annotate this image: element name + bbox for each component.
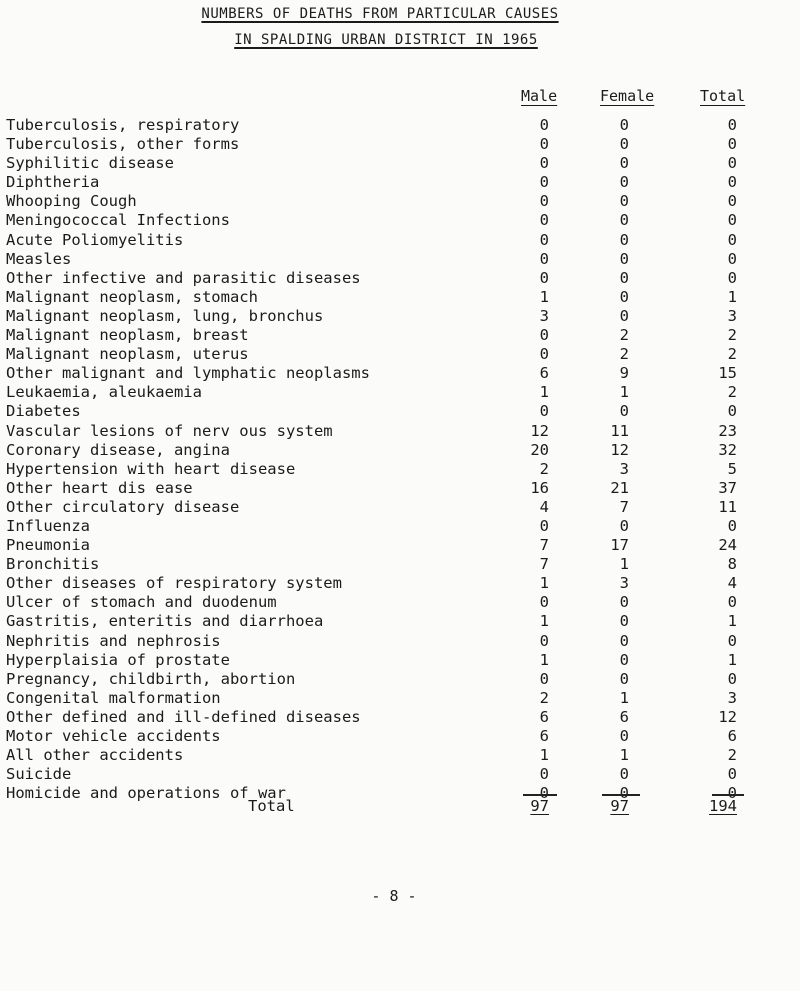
total-count: 1 [727,287,737,306]
table-row [0,154,800,173]
table-row [0,307,800,326]
female-count: 0 [619,631,629,650]
table-row [0,479,800,498]
column-header-total: Total [700,87,746,105]
table-row [0,689,800,708]
female-count: 0 [619,249,629,268]
male-count: 0 [539,268,549,287]
cause-label: Hypertension with heart disease [6,459,296,478]
table-row [0,708,800,727]
total-count: 12 [718,707,737,726]
female-sum-rule [602,794,640,796]
female-count: 2 [619,326,629,345]
page-subtitle: IN SPALDING URBAN DISTRICT IN 1965 [234,32,538,48]
female-count: 0 [619,306,629,325]
male-count: 1 [539,574,549,593]
female-count: 0 [619,287,629,306]
male-count: 0 [539,631,549,650]
cause-label: Influenza [6,516,90,535]
total-count: 0 [727,154,737,173]
table-row [0,422,800,441]
cause-label: Motor vehicle accidents [6,727,221,745]
male-count: 1 [539,612,549,631]
male-count: 2 [539,459,549,478]
male-count: 6 [539,364,549,383]
male-count: 1 [539,287,549,306]
female-count: 0 [619,516,629,535]
female-count: 0 [619,154,629,173]
table-row [0,173,800,192]
total-sum-rule [712,794,744,796]
female-count: 0 [619,765,629,784]
total-count: 0 [727,230,737,249]
male-count: 2 [539,688,549,707]
female-count: 1 [619,688,629,707]
male-count: 0 [539,154,549,173]
total-count: 2 [727,326,737,345]
female-count: 17 [610,536,629,555]
female-count: 21 [610,478,629,497]
total-count: 1 [727,612,737,631]
table-row [0,517,800,536]
female-count: 0 [619,116,629,134]
cause-label: Other infective and parasitic diseases [6,268,361,287]
total-count: 2 [727,383,737,402]
cause-label: Congenital malformation [6,688,221,707]
cause-label: Hyperplaisia of prostate [6,650,230,669]
total-count: 3 [727,688,737,707]
cause-label: Malignant neoplasm, breast [6,326,249,345]
female-count: 0 [619,402,629,421]
cause-label: Malignant neoplasm, stomach [6,287,258,306]
total-count: 3 [727,306,737,325]
cause-label: Other circulatory disease [6,497,240,516]
table-row [0,345,800,364]
cause-label: All other accidents [6,746,184,765]
cause-label: Malignant neoplasm, uterus [6,345,249,364]
male-count: 1 [539,650,549,669]
column-header-female: Female [600,87,655,105]
table-row [0,593,800,612]
total-count: 0 [727,516,737,535]
female-count: 0 [619,650,629,669]
male-count: 4 [539,497,549,516]
male-count: 0 [539,593,549,612]
total-count: 2 [727,345,737,364]
total-count: 0 [727,402,737,421]
total-count: 0 [727,116,737,134]
female-count: 2 [619,345,629,364]
cause-label: Other diseases of respiratory system [6,574,342,593]
female-count: 0 [619,211,629,230]
table-row [0,250,800,269]
total-count: 0 [727,593,737,612]
table-row [0,651,800,670]
totals-male: 97 [530,797,549,815]
cause-label: Suicide [6,765,72,784]
table-row [0,727,800,746]
cause-label: Homicide and operations of war [6,784,286,803]
total-count: 32 [718,440,737,459]
female-count: 0 [619,192,629,211]
female-count: 0 [619,727,629,745]
male-count: 7 [539,555,549,574]
table-row [0,632,800,651]
female-count: 0 [619,669,629,688]
table-row [0,498,800,517]
cause-label: Acute Poliomyelitis [6,230,184,249]
female-count: 0 [619,612,629,631]
cause-label: Whooping Cough [6,192,137,211]
male-sum-rule [523,794,557,796]
cause-label: Pregnancy, childbirth, abortion [6,669,296,688]
total-count: 0 [727,669,737,688]
male-count: 0 [539,192,549,211]
female-count: 1 [619,383,629,402]
cause-label: Malignant neoplasm, lung, bronchus [6,306,324,325]
male-count: 1 [539,746,549,765]
total-count: 2 [727,746,737,765]
total-count: 11 [718,497,737,516]
female-count: 1 [619,746,629,765]
female-count: 12 [610,440,629,459]
male-count: 0 [539,326,549,345]
male-count: 16 [530,478,549,497]
total-count: 0 [727,765,737,784]
total-count: 0 [727,631,737,650]
cause-label: Measles [6,249,72,268]
cause-label: Tuberculosis, other forms [6,135,240,154]
table-row [0,326,800,345]
table-row [0,765,800,784]
male-count: 6 [539,707,549,726]
total-count: 0 [727,192,737,211]
cause-label: Leukaemia, aleukaemia [6,383,202,402]
table-row [0,402,800,421]
total-count: 1 [727,650,737,669]
female-count: 0 [619,173,629,192]
table-row [0,536,800,555]
female-count: 0 [619,135,629,154]
female-count: 0 [619,593,629,612]
female-count: 0 [619,230,629,249]
female-count: 1 [619,555,629,574]
total-count: 0 [727,135,737,154]
cause-label: Other malignant and lymphatic neoplasms [6,364,370,383]
cause-label: Meningococcal Infections [6,211,230,230]
table-row [0,574,800,593]
male-count: 0 [539,345,549,364]
cause-label: Diphtheria [6,173,100,192]
cause-label: Diabetes [6,402,81,421]
male-count: 0 [539,116,549,134]
totals-label: Total [248,797,295,815]
male-count: 3 [539,306,549,325]
total-count: 15 [718,364,737,383]
table-row [0,288,800,307]
table-row [0,269,800,288]
total-count: 0 [727,249,737,268]
female-count: 7 [619,497,629,516]
female-count: 3 [619,574,629,593]
cause-label: Bronchitis [6,555,100,574]
male-count: 7 [539,536,549,555]
table-row [0,192,800,211]
cause-label: Gastritis, enteritis and diarrhoea [6,612,324,631]
table-row [0,784,800,803]
cause-label: Syphilitic disease [6,154,174,173]
cause-label: Ulcer of stomach and duodenum [6,593,277,612]
page-title: NUMBERS OF DEATHS FROM PARTICULAR CAUSES [201,6,559,22]
male-count: 0 [539,173,549,192]
female-count: 9 [619,364,629,383]
male-count: 6 [539,727,549,745]
table-row [0,612,800,631]
table-row [0,135,800,154]
table-row [0,441,800,460]
female-count: 0 [619,268,629,287]
cause-label: Coronary disease, angina [6,440,230,459]
cause-label: Tuberculosis, respiratory [6,116,240,134]
causes-table [0,116,800,803]
table-row [0,116,800,135]
table-row [0,211,800,230]
table-row [0,746,800,765]
table-row [0,460,800,479]
cause-label: Other heart dis ease [6,478,193,497]
table-row [0,555,800,574]
table-row [0,383,800,402]
total-count: 0 [727,268,737,287]
total-count: 37 [718,478,737,497]
female-count: 11 [610,421,629,440]
female-count: 6 [619,707,629,726]
page-number: - 8 - [371,887,417,905]
male-count: 0 [539,669,549,688]
female-count: 3 [619,459,629,478]
cause-label: Nephritis and nephrosis [6,631,221,650]
male-count: 12 [530,421,549,440]
total-count: 5 [727,459,737,478]
totals-total: 194 [709,797,737,815]
male-count: 0 [539,230,549,249]
table-row [0,231,800,250]
male-count: 0 [539,765,549,784]
column-header-male: Male [521,87,558,105]
male-count: 0 [539,211,549,230]
total-count: 6 [727,727,737,745]
total-count: 4 [727,574,737,593]
table-row [0,364,800,383]
male-count: 0 [539,402,549,421]
cause-label: Other defined and ill-defined diseases [6,707,361,726]
total-count: 8 [727,555,737,574]
cause-label: Pneumonia [6,536,90,555]
table-row [0,670,800,689]
total-count: 0 [727,211,737,230]
totals-female: 97 [610,797,629,815]
total-count: 0 [727,173,737,192]
male-count: 20 [530,440,549,459]
male-count: 0 [539,135,549,154]
male-count: 0 [539,249,549,268]
cause-label: Vascular lesions of nerv ous system [6,421,333,440]
male-count: 1 [539,383,549,402]
total-count: 23 [718,421,737,440]
male-count: 0 [539,516,549,535]
total-count: 24 [718,536,737,555]
